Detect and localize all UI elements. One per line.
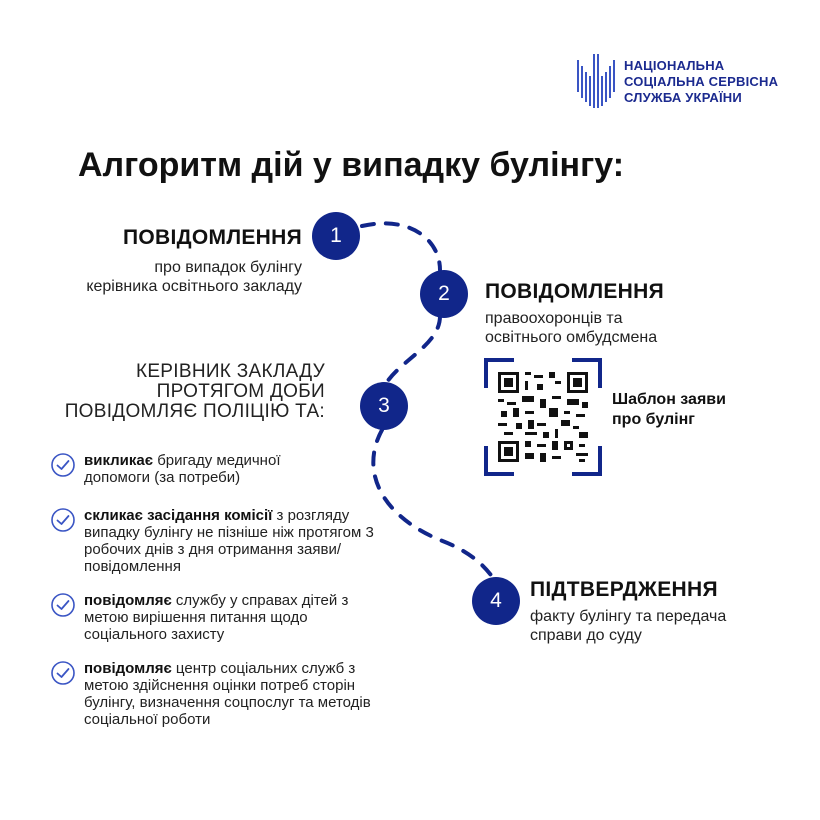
action-item — [50, 507, 400, 575]
action-rest: з розгляду випадку булінгу не пізніше ніж протягом 3 робочих днів з дня отримання заяви/повідомлення — [84, 507, 374, 575]
step-4-desc-line: справи до суду — [530, 627, 642, 644]
action-text — [84, 660, 394, 728]
step-2-description — [485, 309, 785, 347]
logo-line: СОЦІАЛЬНА СЕРВІСНА — [624, 74, 779, 89]
step-1-badge: 1 — [312, 212, 360, 260]
step-4-desc-line: факту булінгу та передача — [530, 608, 727, 625]
check-circle-icon — [50, 507, 76, 533]
action-text — [84, 452, 344, 486]
logo-line: НАЦІОНАЛЬНА — [624, 58, 725, 73]
step-3-heading-line: ПОВІДОМЛЯЄ ПОЛІЦІЮ ТА: — [64, 401, 325, 422]
qr-code-icon[interactable] — [498, 372, 588, 462]
step-2-desc-line: правоохоронців та — [485, 310, 623, 327]
step-1-heading: ПОВІДОМЛЕННЯ — [123, 226, 302, 249]
step-1-desc-line: керівника освітнього закладу — [86, 278, 302, 295]
logo-text — [624, 58, 778, 106]
action-item — [50, 452, 400, 486]
action-verb: скликає засідання комісії — [84, 507, 273, 524]
step-3-heading-line: КЕРІВНИК ЗАКЛАДУ — [135, 361, 325, 382]
check-circle-icon — [50, 660, 76, 686]
action-rest: центр соціальних служб з метою здійснення оцінки потреб сторін булінгу, визначення соцпослуг та методів соціальної роботи — [84, 660, 371, 728]
step-1-description — [2, 258, 302, 296]
step-4-description — [530, 607, 800, 645]
check-circle-icon — [50, 592, 76, 618]
action-verb: повідомляє — [84, 592, 172, 609]
action-verb: викликає — [84, 452, 154, 469]
action-text — [84, 592, 374, 643]
step-4-heading: ПІДТВЕРДЖЕННЯ — [530, 578, 718, 601]
step-3-badge: 3 — [360, 382, 408, 430]
step-3-heading — [5, 362, 325, 422]
qr-caption-line: про булінг — [612, 411, 695, 428]
page-title: Алгоритм дій у випадку булінгу: — [78, 146, 625, 184]
action-item — [50, 660, 400, 728]
qr-caption-line: Шаблон заяви — [612, 391, 726, 408]
qr-caption — [612, 390, 726, 430]
step-1-desc-line: про випадок булінгу — [154, 259, 302, 276]
step-3-heading-line: ПРОТЯГОМ ДОБИ — [156, 381, 325, 402]
qr-frame[interactable] — [484, 358, 602, 476]
step-2-desc-line: освітнього омбудсмена — [485, 329, 658, 346]
check-circle-icon — [50, 452, 76, 478]
action-rest: бригаду медичної допомоги (за потреби) — [84, 452, 281, 486]
action-text — [84, 507, 394, 575]
action-rest: службу у справах дітей з метою вирішення питання щодо соціального захисту — [84, 592, 349, 643]
action-verb: повідомляє — [84, 660, 172, 677]
step-2-badge: 2 — [420, 270, 468, 318]
trident-logo-icon — [574, 46, 618, 110]
step-4-badge: 4 — [472, 577, 520, 625]
step-2-heading: ПОВІДОМЛЕННЯ — [485, 280, 664, 303]
logo — [574, 46, 794, 110]
action-item — [50, 592, 400, 643]
logo-line: СЛУЖБА УКРАЇНИ — [624, 90, 742, 105]
